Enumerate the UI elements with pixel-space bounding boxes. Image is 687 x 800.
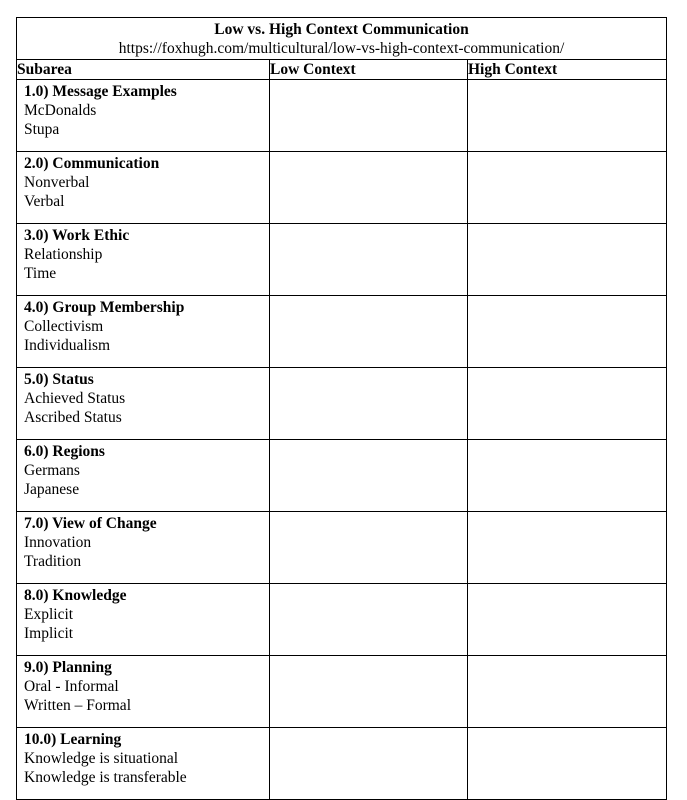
subarea-heading: 7.0) View of Change	[24, 515, 157, 532]
table-row	[17, 152, 667, 224]
low-context-answer-cell[interactable]	[270, 656, 468, 728]
subarea-item: Explicit	[24, 606, 74, 623]
subarea-item: Japanese	[24, 481, 80, 498]
subarea-item: Stupa	[24, 121, 60, 138]
subarea-cell	[17, 584, 270, 656]
subarea-item: Ascribed Status	[24, 409, 122, 426]
high-context-answer-cell[interactable]	[468, 368, 667, 440]
table-row	[17, 584, 667, 656]
worksheet	[16, 17, 666, 800]
subarea-item: Implicit	[24, 625, 74, 642]
table-row	[17, 368, 667, 440]
subarea-cell	[17, 368, 270, 440]
subarea-item: Time	[24, 265, 57, 282]
subarea-heading: 9.0) Planning	[24, 659, 112, 676]
title-cell	[17, 18, 667, 60]
subarea-cell	[17, 296, 270, 368]
high-context-answer-cell[interactable]	[468, 440, 667, 512]
table-row	[17, 728, 667, 800]
high-context-answer-cell[interactable]	[468, 512, 667, 584]
subarea-item: Oral - Informal	[24, 678, 119, 695]
subarea-heading: 3.0) Work Ethic	[24, 227, 130, 244]
subarea-item: Relationship	[24, 246, 103, 263]
subarea-heading: 2.0) Communication	[24, 155, 160, 172]
column-header-high-context: High Context	[468, 60, 667, 80]
table-row	[17, 512, 667, 584]
high-context-answer-cell[interactable]	[468, 152, 667, 224]
subarea-item: Verbal	[24, 193, 65, 210]
subarea-item: Nonverbal	[24, 174, 90, 191]
subarea-cell	[17, 440, 270, 512]
high-context-answer-cell[interactable]	[468, 584, 667, 656]
title-row	[17, 18, 667, 60]
subarea-cell	[17, 80, 270, 152]
low-context-answer-cell[interactable]	[270, 440, 468, 512]
subarea-cell	[17, 224, 270, 296]
worksheet-table	[16, 17, 667, 800]
subarea-cell	[17, 656, 270, 728]
column-header-subarea: Subarea	[17, 60, 270, 80]
high-context-answer-cell[interactable]	[468, 728, 667, 800]
high-context-answer-cell[interactable]	[468, 656, 667, 728]
source-url: https://foxhugh.com/multicultural/low-vs-high-context-communication/	[118, 39, 565, 57]
column-header-low-context: Low Context	[270, 60, 468, 80]
subarea-item: Knowledge is transferable	[24, 769, 187, 786]
subarea-item: Innovation	[24, 534, 92, 551]
subarea-cell	[17, 512, 270, 584]
table-row	[17, 224, 667, 296]
worksheet-title: Low vs. High Context Communication	[214, 20, 469, 38]
subarea-item: Achieved Status	[24, 390, 126, 407]
subarea-heading: 4.0) Group Membership	[24, 299, 185, 316]
high-context-answer-cell[interactable]	[468, 296, 667, 368]
subarea-item: Tradition	[24, 553, 82, 570]
table-row	[17, 80, 667, 152]
subarea-heading: 6.0) Regions	[24, 443, 105, 460]
subarea-cell	[17, 152, 270, 224]
low-context-answer-cell[interactable]	[270, 296, 468, 368]
table-row	[17, 296, 667, 368]
low-context-answer-cell[interactable]	[270, 152, 468, 224]
low-context-answer-cell[interactable]	[270, 512, 468, 584]
low-context-answer-cell[interactable]	[270, 728, 468, 800]
subarea-item: Knowledge is situational	[24, 750, 179, 767]
low-context-answer-cell[interactable]	[270, 368, 468, 440]
subarea-item: Individualism	[24, 337, 111, 354]
subarea-item: Written – Formal	[24, 697, 131, 714]
subarea-item: McDonalds	[24, 102, 97, 119]
low-context-answer-cell[interactable]	[270, 584, 468, 656]
table-row	[17, 440, 667, 512]
subarea-cell	[17, 728, 270, 800]
subarea-heading: 8.0) Knowledge	[24, 587, 127, 604]
subarea-item: Germans	[24, 462, 80, 479]
low-context-answer-cell[interactable]	[270, 80, 468, 152]
subarea-heading: 5.0) Status	[24, 371, 94, 388]
header-row	[17, 60, 667, 80]
subarea-heading: 10.0) Learning	[24, 731, 122, 748]
table-row	[17, 656, 667, 728]
subarea-item: Collectivism	[24, 318, 104, 335]
subarea-heading: 1.0) Message Examples	[24, 83, 177, 100]
low-context-answer-cell[interactable]	[270, 224, 468, 296]
high-context-answer-cell[interactable]	[468, 80, 667, 152]
high-context-answer-cell[interactable]	[468, 224, 667, 296]
